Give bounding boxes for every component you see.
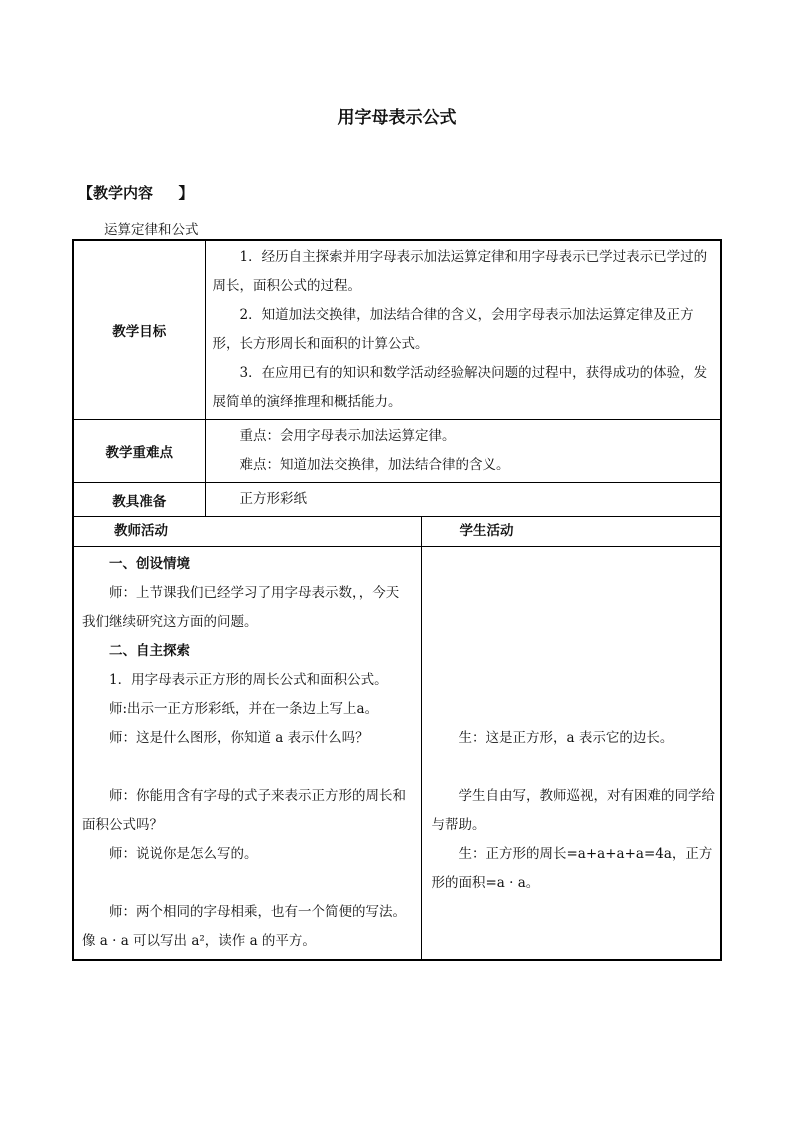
student-column-header <box>421 517 721 547</box>
key-points-label: 教学重难点 <box>73 420 205 483</box>
teacher-header-text: 教师活动 <box>114 523 168 539</box>
teacher-paragraph: 师:出示一正方形彩纸，并在一条边上写上a。 <box>109 701 379 717</box>
materials-row <box>73 483 721 517</box>
teacher-paragraph: 师：上节课我们已经学习了用字母表示数，，今天我们继续研究这方面的问题。 <box>82 585 400 630</box>
student-paragraph: 学生自由写，教师巡视，对有困难的同学给与帮助。 <box>431 788 715 833</box>
objective-item: 2．知道加法交换律，加法结合律的含义，会用字母表示加法运算定律及正方形，长方形周长和面积的计算公式。 <box>212 307 694 352</box>
activity-header-row <box>73 517 721 547</box>
teacher-paragraph: 师：两个相同的字母相乘，也有一个简便的写法。像 a · a 可以写出 a²，读作 a 的平方。 <box>82 904 406 949</box>
objective-item: 3．在应用已有的知识和数学活动经验解决问题的过程中，获得成功的体验，发展简单的演绎推理和概括能力。 <box>212 365 708 410</box>
lesson-plan-table <box>72 239 722 961</box>
materials-value: 正方形彩纸 <box>239 491 307 507</box>
key-points-content <box>205 420 721 483</box>
difficult-point: 难点：知道加法交换律，加法结合律的含义。 <box>239 457 510 473</box>
activity-row <box>73 547 721 961</box>
objective-item: 1．经历自主探索并用字母表示加法运算定律和用字母表示已学过表示已学过的周长，面积公式的过程。 <box>212 249 708 294</box>
materials-content <box>205 483 721 517</box>
student-paragraph: 生：正方形的周长=a+a+a+a=4a，正方形的面积=a · a。 <box>431 846 713 891</box>
topic-subheading: 运算定律和公式 <box>104 222 199 238</box>
objectives-row <box>73 240 721 420</box>
student-paragraph: 生：这是正方形，a 表示它的边长。 <box>458 730 674 746</box>
teacher-activity <box>73 547 421 961</box>
teacher-paragraph: 1．用字母表示正方形的周长公式和面积公式。 <box>109 672 388 688</box>
objectives-content <box>205 240 721 420</box>
teacher-paragraph: 师：这是什么图形，你知道 a 表示什么吗？ <box>109 730 369 746</box>
teacher-paragraph: 师：你能用含有字母的式子来表示正方形的周长和面积公式吗？ <box>82 788 406 833</box>
student-activity <box>421 547 721 961</box>
section-title: 二、自主探索 <box>109 643 190 659</box>
materials-label: 教具准备 <box>73 483 205 517</box>
page-title: 用字母表示公式 <box>337 108 457 128</box>
section-heading: 【教学内容 】 <box>78 184 194 202</box>
student-header-text: 学生活动 <box>459 523 514 539</box>
objectives-label: 教学目标 <box>73 240 205 420</box>
teacher-paragraph: 师：说说你是怎么写的。 <box>109 846 258 862</box>
key-points-row <box>73 420 721 483</box>
key-point: 重点：会用字母表示加法运算定律。 <box>239 428 456 444</box>
section-title: 一、创设情境 <box>109 556 190 572</box>
teacher-column-header <box>73 517 421 547</box>
